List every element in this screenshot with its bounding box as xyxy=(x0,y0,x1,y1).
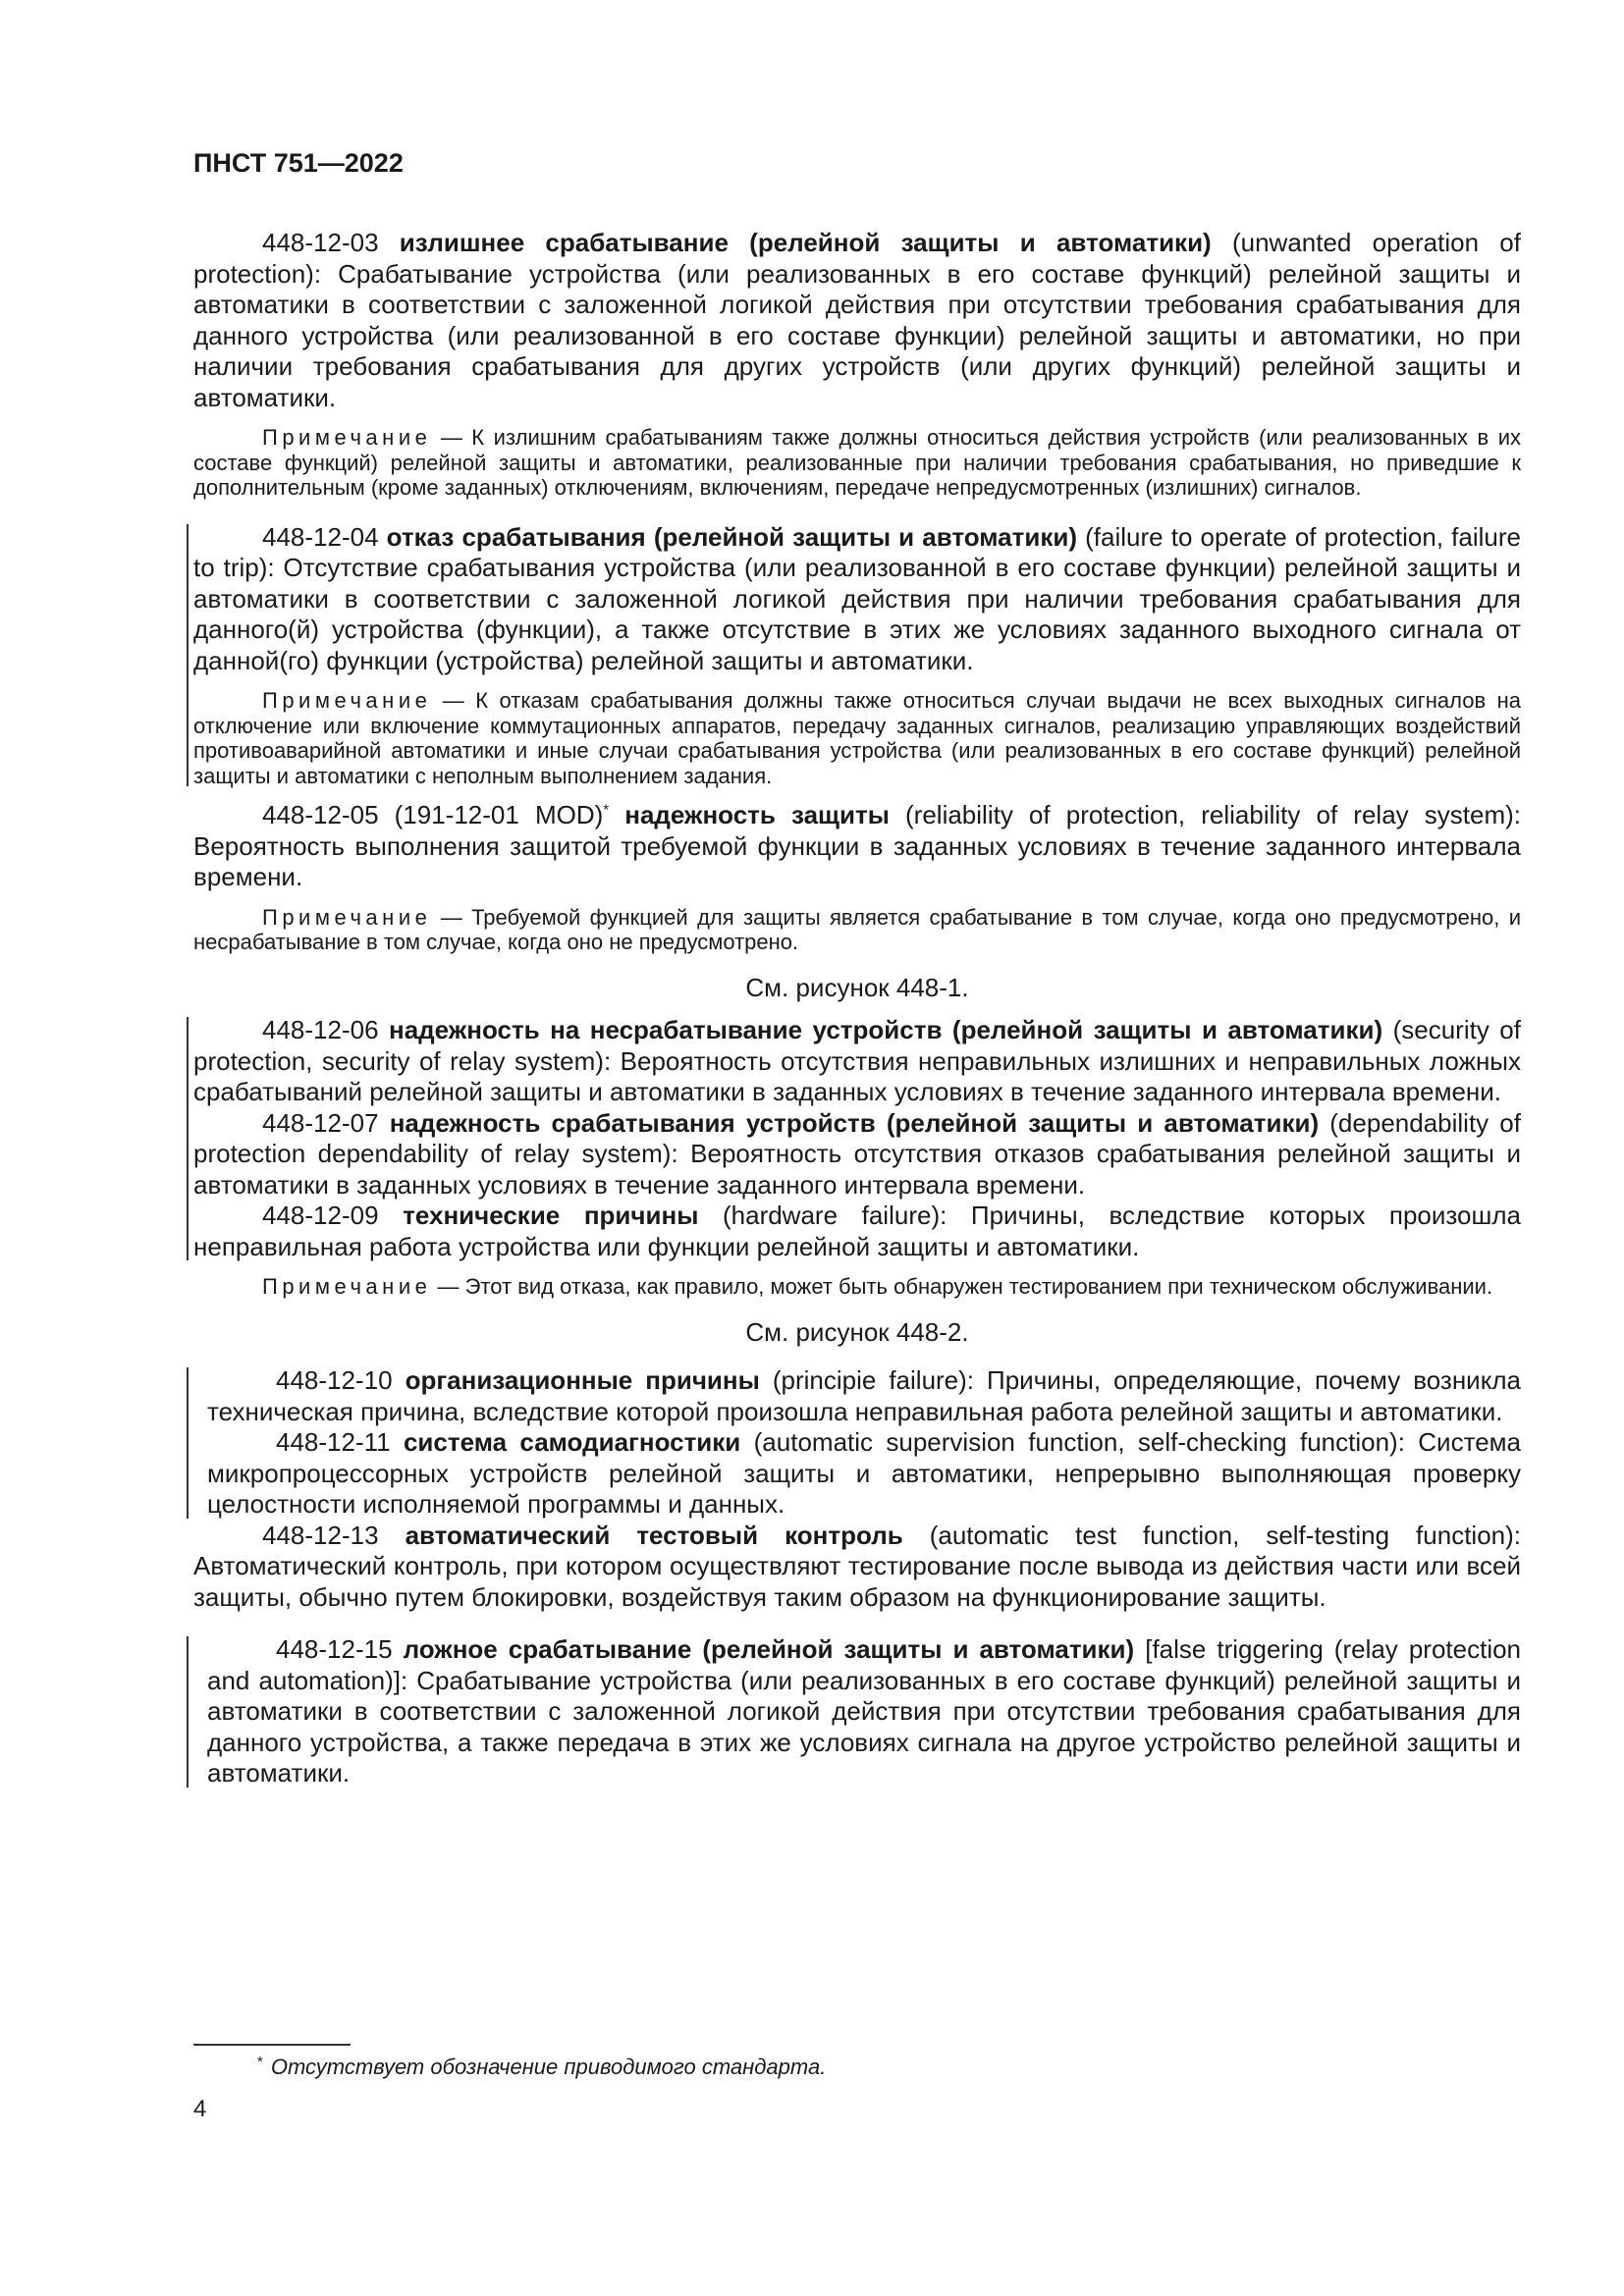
note-text: — Требуемой функцией для защиты является срабатывание в том случае, когда оно предусмотрено, и несрабатывание в том случае, когда оно не предусмотрено. xyxy=(193,904,1521,954)
note-label: Примечание xyxy=(262,425,432,450)
note-label: Примечание xyxy=(262,688,432,713)
term-title: надежность на несрабатывание устройств (релейной защиты и автоматики) xyxy=(389,1015,1383,1044)
change-marker-block xyxy=(193,522,1521,789)
note-label: Примечание xyxy=(262,1274,432,1299)
term-number: 448-12-07 xyxy=(262,1107,379,1138)
footnote-mark: * xyxy=(257,2053,263,2070)
note-text: — К отказам срабатывания должны также относиться случаи выдачи не всех выходных сигналов на отключение или включение коммутационных аппаратов, передачу заданных сигналов, реализацию управляющих воздействий противоаварийной автоматики и иные случаи срабатывания устройства (или реализованных в его составе функций) релейной защиты и автоматики с неполным выполнением задания. xyxy=(193,688,1521,788)
term-title: ложное срабатывание (релейной защиты и автоматики) xyxy=(403,1634,1135,1664)
page-number: 4 xyxy=(193,2096,207,2122)
document-header: ПНСТ 751—2022 xyxy=(193,148,404,178)
note-448-12-03 xyxy=(193,425,1521,501)
term-definition: (automatic supervision function, self-checking function): Система микропроцессорных устройств релейной защиты и автоматики, непрерывно выполняющая проверку целостности исполняемой программы и данных. xyxy=(207,1427,1521,1519)
term-definition: (reliability of protection, reliability of relay system): Вероятность выполнения защитой требуемой функции в заданных условиях в течение заданного интервала времени. xyxy=(193,800,1521,891)
change-marker-block xyxy=(193,1634,1521,1789)
term-number: 448-12-13 xyxy=(262,1520,379,1550)
note-text: — Этот вид отказа, как правило, может быть обнаружен тестированием при техническом обслуживании. xyxy=(431,1274,1493,1299)
term-definition: (security of protection, security of relay system): Вероятность отсутствия неправильных излишних и неправильных ложных срабатываний релейной защиты и автоматики в заданных условиях в течение заданного интервала времени. xyxy=(193,1015,1521,1106)
term-definition: (hardware failure): Причины, вследствие которых произошла неправильная работа устройства или функции релейной защиты и автоматики. xyxy=(193,1201,1521,1261)
term-448-12-04 xyxy=(193,522,1521,677)
term-448-12-15 xyxy=(207,1634,1521,1789)
term-448-12-03 xyxy=(193,228,1521,413)
footnote-mark: * xyxy=(603,801,610,819)
term-448-12-11 xyxy=(207,1427,1521,1521)
figure-reference-2: См. рисунок 448-2. xyxy=(745,1316,969,1347)
footnote-text: Отсутствует обозначение приводимого стандарта. xyxy=(270,2055,827,2079)
term-title: технические причины xyxy=(403,1201,699,1230)
page-content xyxy=(193,228,1521,1789)
note-448-12-04 xyxy=(193,688,1521,788)
change-marker-block xyxy=(193,1365,1521,1521)
term-title: надежность защиты xyxy=(624,800,890,829)
term-number: 448-12-09 xyxy=(262,1201,379,1230)
term-number: 448-12-06 xyxy=(262,1015,379,1044)
term-448-12-07 xyxy=(193,1108,1521,1201)
note-text: — К излишним срабатываниям также должны относиться действия устройств (или реализованных в их составе функций) релейной защиты и автоматики, реализованные при наличии требования срабатывания, но приведшие к дополнительным (кроме заданных) отключениям, включениям, передаче непредусмотренных (излишних) сигналов. xyxy=(193,425,1521,500)
note-448-12-09 xyxy=(193,1274,1521,1300)
term-448-12-13 xyxy=(193,1521,1521,1614)
footnote-separator xyxy=(193,2044,351,2046)
term-448-12-09 xyxy=(193,1201,1521,1262)
term-title: надежность срабатывания устройств (релейной защиты и автоматики) xyxy=(389,1107,1320,1138)
term-number: 448-12-11 xyxy=(276,1427,391,1457)
term-448-12-06 xyxy=(193,1015,1521,1108)
term-number: 448-12-05 (191-12-01 MOD) xyxy=(262,800,604,829)
note-label: Примечание xyxy=(262,904,432,930)
change-marker-block xyxy=(193,1015,1521,1262)
term-number: 448-12-15 xyxy=(276,1634,393,1664)
term-number: 448-12-03 xyxy=(262,228,379,257)
term-title: отказ срабатывания (релейной защиты и автоматики) xyxy=(386,521,1078,552)
term-definition: (dependability of protection dependability of relay system): Вероятность отсутствия отказов срабатывания релейной защиты и автоматики в заданных условиях в течение заданного интервала времени. xyxy=(193,1107,1521,1200)
figure-reference-1: См. рисунок 448-1. xyxy=(745,972,969,1002)
term-title: излишнее срабатывание (релейной защиты и автоматики) xyxy=(399,228,1212,257)
term-448-12-10 xyxy=(207,1365,1521,1427)
note-448-12-05 xyxy=(193,905,1521,955)
term-448-12-05 xyxy=(193,800,1521,893)
term-title: автоматический тестовый контроль xyxy=(405,1520,903,1550)
term-definition: (automatic test function, self-testing function): Автоматический контроль, при котором осуществляют тестирование после вывода из действия части или всей защиты, обычно путем блокировки, воздействуя таким образом на функционирование защиты. xyxy=(193,1520,1521,1612)
term-definition: (failure to operate of protection, failure to trip): Отсутствие срабатывания устройства (или реализованной в его составе функции) релейной защиты и автоматики в соответствии с заложенной логикой действия при наличии требования срабатывания для данного(й) устройства (функции), а также отсутствие в этих же условиях заданного выходного сигнала от данной(го) функции (устройства) релейной защиты и автоматики. xyxy=(193,521,1521,675)
term-title: организационные причины xyxy=(405,1365,760,1395)
footnote xyxy=(257,2055,826,2080)
term-title: система самодиагностики xyxy=(403,1427,741,1457)
term-number: 448-12-10 xyxy=(276,1365,393,1395)
term-definition: [false triggering (relay protection and automation)]: Срабатывание устройства (или реализованных в его составе функций) релейной защиты и автоматики в соответствии с заложенной логикой действия при отсутствии требования срабатывания для данного устройства, а также передача в этих же условиях сигнала на другое устройство релейной защиты и автоматики. xyxy=(207,1634,1522,1788)
term-definition: (unwanted operation of protection): Срабатывание устройства (или реализованных в его составе функций) релейной защиты и автоматики в соответствии с заложенной логикой действия при отсутствии требования срабатывания для данного устройства (или реализованной в его составе функции) релейной защиты и автоматики, но при наличии требования срабатывания для других устройств (или других функций) релейной защиты и автоматики. xyxy=(193,228,1521,412)
term-definition: (principie failure): Причины, определяющие, почему возникла техническая причина, вследствие которой произошла неправильная работа релейной защиты и автоматики. xyxy=(207,1365,1521,1426)
term-number: 448-12-04 xyxy=(262,521,379,552)
